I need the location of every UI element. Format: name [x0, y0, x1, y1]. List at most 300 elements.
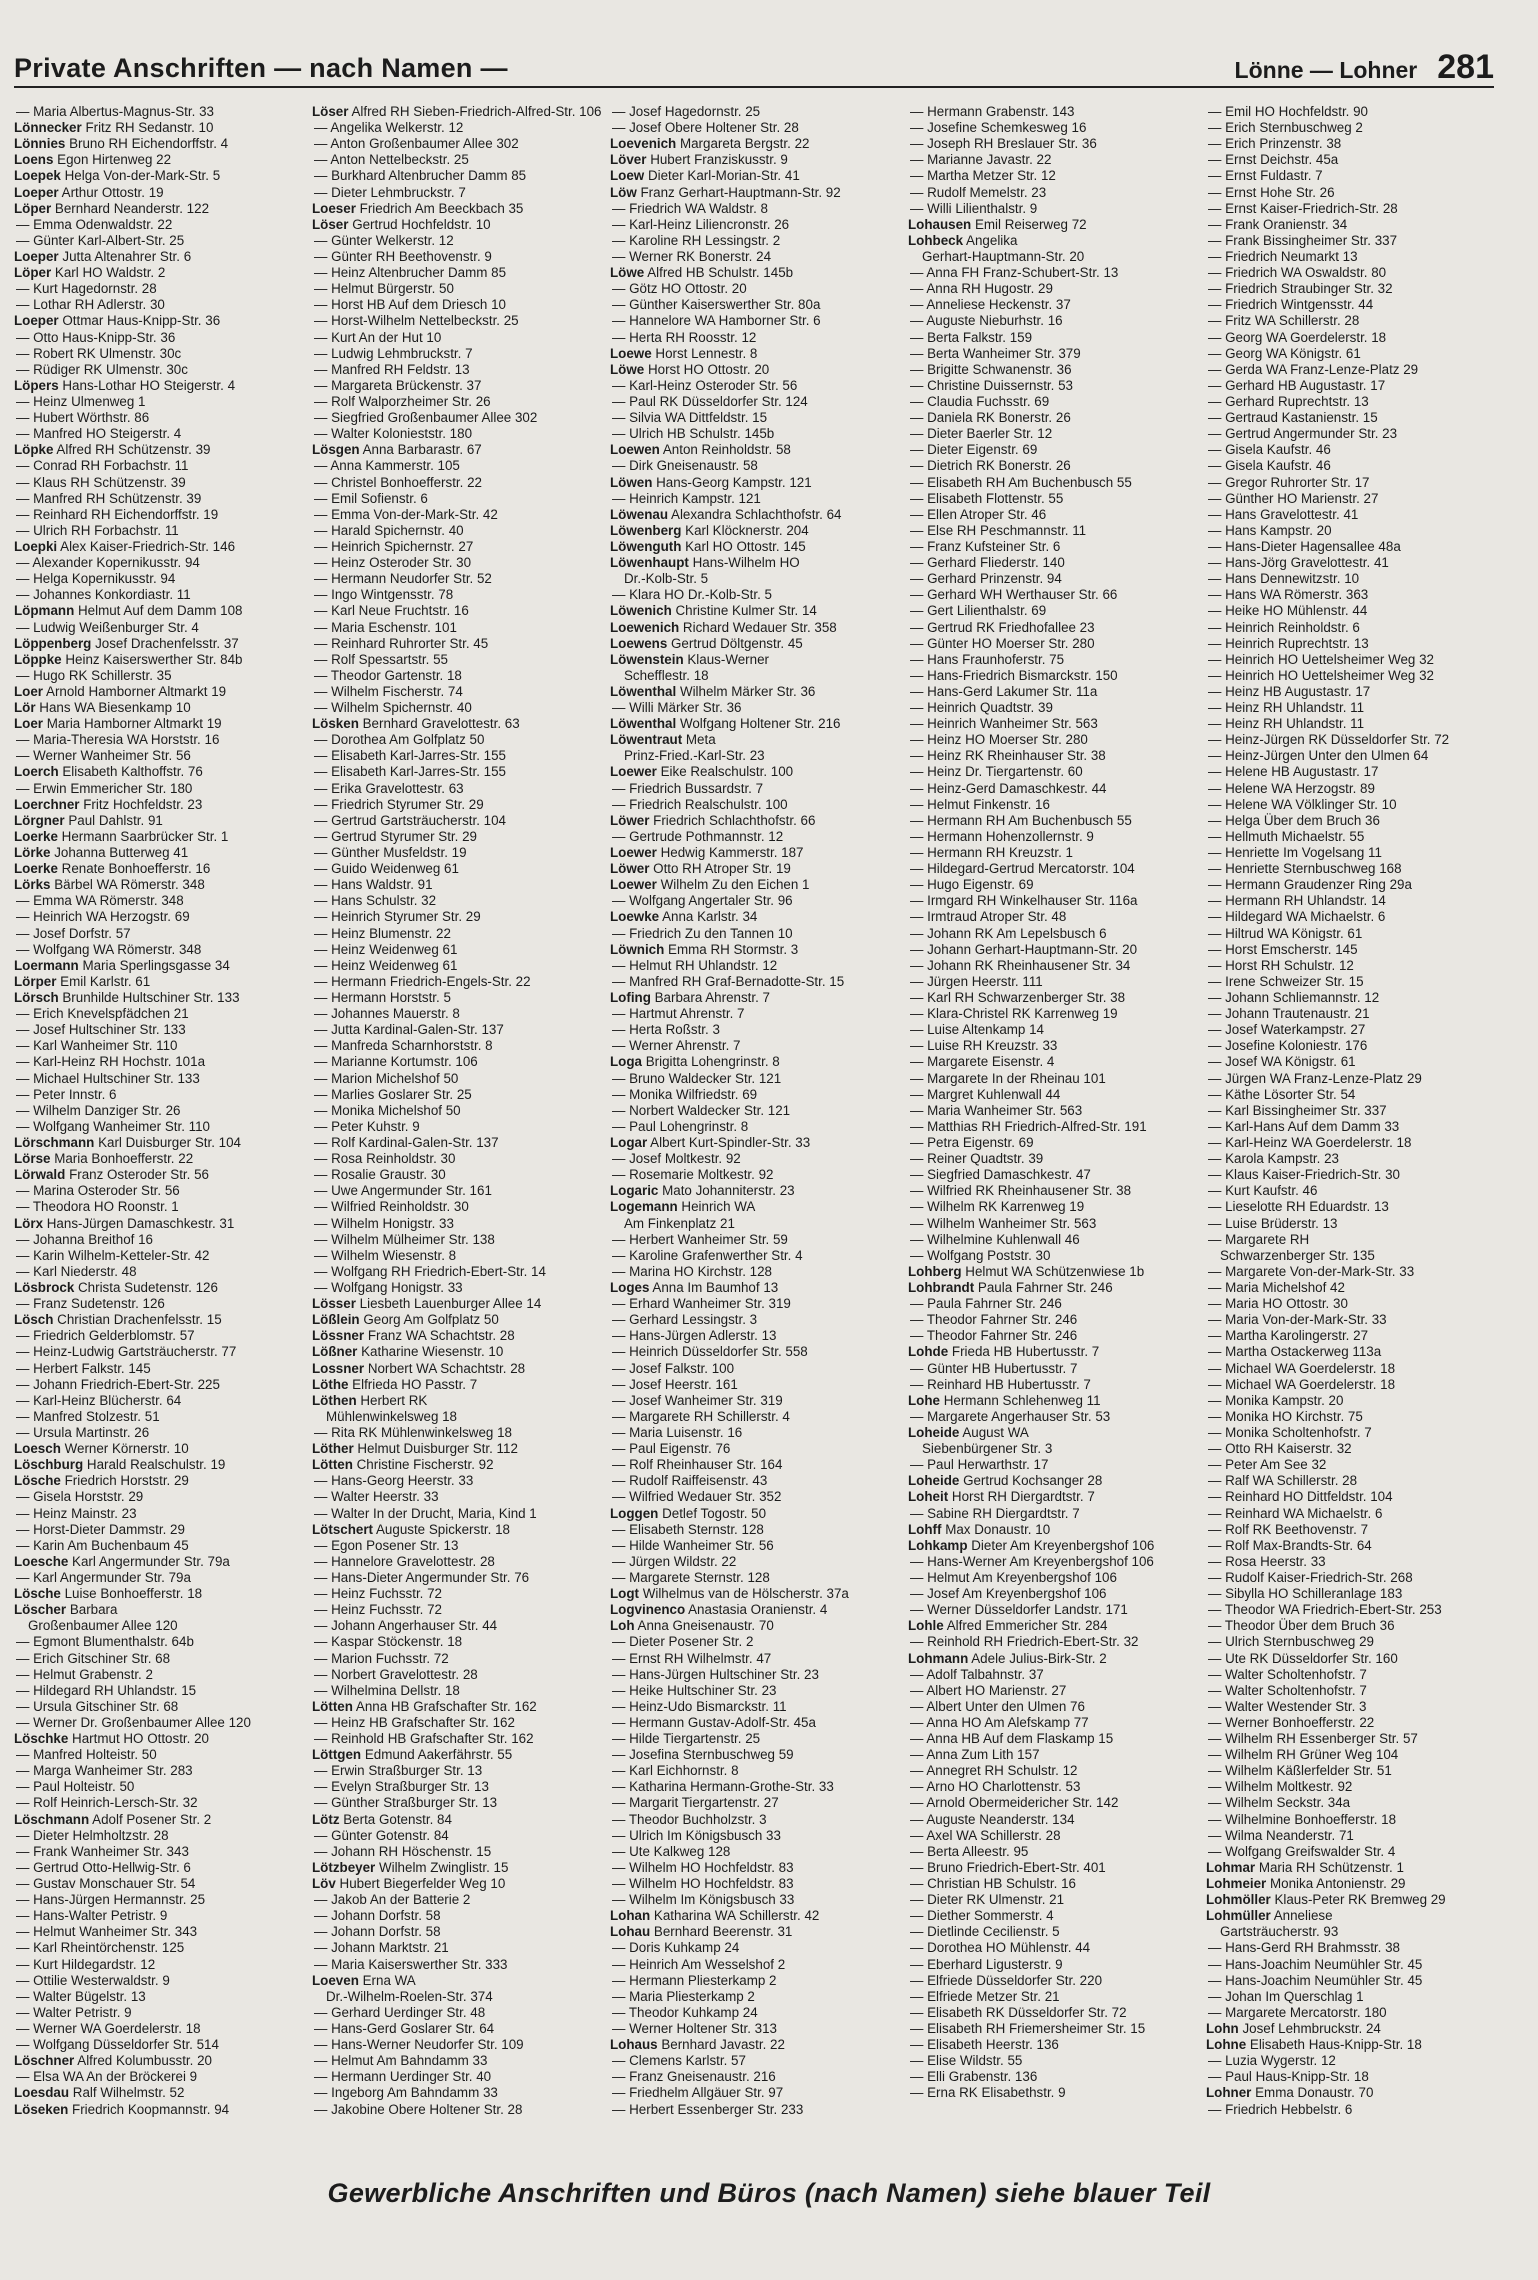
directory-entry: — Ursula Gitschiner Str. 68 [16, 1698, 179, 1714]
directory-entry: — Heinz Altenbrucher Damm 85 [314, 265, 507, 281]
directory-entry: — Peter Innstr. 6 [16, 1086, 117, 1102]
directory-entry: Lohausen Emil Reiserweg 72 [908, 216, 1087, 232]
directory-entry: — Wolfgang Angertaler Str. 96 [612, 893, 793, 909]
surname: Loeper [14, 248, 59, 264]
directory-entry: — Kurt An der Hut 10 [314, 329, 442, 345]
surname: Lörse [14, 1151, 51, 1167]
surname: Lohbrandt [908, 1279, 975, 1295]
directory-entry: — Heinz-Ludwig Gartsträucherstr. 77 [16, 1344, 237, 1360]
directory-entry: — Hermann RH Uhlandstr. 14 [1208, 893, 1386, 909]
directory-entry: Löscher Barbara [14, 1602, 118, 1618]
surname: Loermann [14, 957, 79, 973]
directory-entry: Lötschert Auguste Spickerstr. 18 [312, 1521, 510, 1537]
surname: Lörwald [14, 1167, 66, 1183]
directory-entry: — Josef Heerstr. 161 [612, 1376, 738, 1392]
directory-entry: Löper Karl HO Waldstr. 2 [14, 265, 166, 281]
directory-entry: — Elli Grabenstr. 136 [910, 2069, 1038, 2085]
directory-entry: — Franz Kufsteiner Str. 6 [910, 538, 1061, 554]
directory-entry: — Manfred RH Feldstr. 13 [314, 361, 470, 377]
directory-entry: — Helmut Am Kreyenbergshof 106 [910, 1569, 1117, 1585]
directory-entry: — Josef Hultschiner Str. 133 [16, 1022, 186, 1038]
surname: Lohle [908, 1618, 944, 1634]
directory-entry: — Hans Dennewitzstr. 10 [1208, 571, 1360, 587]
directory-entry: Lörsch Brunhilde Hultschiner Str. 133 [14, 990, 240, 1006]
surname: Loheit [908, 1489, 949, 1505]
directory-entry: Großenbaumer Allee 120 [28, 1618, 178, 1634]
directory-entry: Lörgner Paul Dahlstr. 91 [14, 812, 163, 828]
surname: Löthen [312, 1392, 357, 1408]
directory-entry: — Dirk Gneisenaustr. 58 [612, 458, 758, 474]
directory-entry: — Wolfgang WA Römerstr. 348 [16, 941, 202, 957]
directory-entry: — Hans-Gerd Goslarer Str. 64 [314, 2021, 495, 2037]
directory-entry: — Josef Obere Holtener Str. 28 [612, 120, 799, 136]
directory-entry: Löppke Heinz Kaiserswerther Str. 84b [14, 651, 243, 667]
directory-entry: — Günther Musfeldstr. 19 [314, 845, 467, 861]
directory-entry: — Hubert Wörthstr. 86 [16, 410, 150, 426]
address-columns [14, 104, 1504, 2152]
directory-entry: — Karl-Heinz RH Hochstr. 101a [16, 1054, 206, 1070]
directory-entry: — Reinhard HO Dittfeldstr. 104 [1208, 1489, 1393, 1505]
directory-entry: Lofing Barbara Ahrenstr. 7 [610, 990, 771, 1006]
surname: Löthe [312, 1376, 349, 1392]
directory-entry: — Joseph RH Breslauer Str. 36 [910, 136, 1097, 152]
directory-entry: — Arno HO Charlottenstr. 53 [910, 1779, 1081, 1795]
directory-entry: — Maria Eschenstr. 101 [314, 619, 457, 635]
surname: Lörper [14, 973, 57, 989]
directory-entry: — Marianne Javastr. 22 [910, 152, 1052, 168]
surname: Löwenich [610, 603, 672, 619]
directory-entry: — Margareta Brückenstr. 37 [314, 377, 482, 393]
directory-entry: Logemann Heinrich WA [610, 1199, 756, 1215]
directory-entry: — Gert Lilienthalstr. 69 [910, 603, 1047, 619]
surname: Lörsch [14, 990, 59, 1006]
directory-entry: — Ellen Atroper Str. 46 [910, 506, 1047, 522]
name-range: Lönne — Lohner [1234, 57, 1418, 83]
surname: Lötten [312, 1698, 353, 1714]
directory-entry: — Gerhard HB Augustastr. 17 [1208, 377, 1386, 393]
directory-entry: — Hermann RH Kreuzstr. 1 [910, 845, 1073, 861]
directory-entry: — Günther Straßburger Str. 13 [314, 1795, 498, 1811]
directory-entry: — Anna RH Hugostr. 29 [910, 281, 1053, 297]
directory-entry: — Hans-Jürgen Adlerstr. 13 [612, 1328, 777, 1344]
surname: Loeser [312, 200, 356, 216]
directory-entry: — Helmut RH Uhlandstr. 12 [612, 957, 778, 973]
directory-entry: — Manfreda Scharnhorststr. 8 [314, 1038, 493, 1054]
directory-entry: — Paul Herwarthstr. 17 [910, 1457, 1049, 1473]
directory-entry: — Egon Posener Str. 13 [314, 1537, 459, 1553]
surname: Loeper [14, 313, 59, 329]
directory-entry: — Elisabeth RH Friemersheimer Str. 15 [910, 2021, 1146, 2037]
directory-entry: Lohmar Maria RH Schützenstr. 1 [1206, 1859, 1404, 1875]
directory-entry: Löwenhaupt Hans-Wilhelm HO [610, 555, 800, 571]
directory-entry: — Ernst RH Wilhelmstr. 47 [612, 1650, 772, 1666]
directory-entry: — Wilma Neanderstr. 71 [1208, 1827, 1354, 1843]
directory-entry: — Johann Dorfstr. 58 [314, 1924, 441, 1940]
directory-entry: Loeper Ottmar Haus-Knipp-Str. 36 [14, 313, 221, 329]
directory-entry: — Johann Gerhart-Hauptmann-Str. 20 [910, 941, 1138, 957]
directory-entry: Siebenbürgener Str. 3 [922, 1441, 1053, 1457]
surname: Lohkamp [908, 1537, 968, 1553]
directory-entry: — Erich Sternbuschweg 2 [1208, 120, 1363, 136]
directory-entry: — Monika Michelshof 50 [314, 1102, 461, 1118]
directory-entry: Lösch Christian Drachenfelsstr. 15 [14, 1312, 222, 1328]
directory-entry: — Rudolf Memelstr. 23 [910, 184, 1047, 200]
directory-entry: — Klara-Christel RK Karrenweg 19 [910, 1006, 1118, 1022]
directory-entry: Lösser Liesbeth Lauenburger Allee 14 [312, 1296, 542, 1312]
directory-entry: — Reinhard Ruhrorter Str. 45 [314, 635, 489, 651]
directory-entry: — Gertrud Gartsträucherstr. 104 [314, 812, 507, 828]
directory-entry: — Heinrich Styrumer Str. 29 [314, 909, 481, 925]
directory-entry: Lohde Frieda HB Hubertusstr. 7 [908, 1344, 1100, 1360]
surname: Logvinenco [610, 1602, 686, 1618]
directory-entry: — Evelyn Straßburger Str. 13 [314, 1779, 489, 1795]
surname: Löschner [14, 2053, 75, 2069]
directory-entry: — Theodor Kuhkamp 24 [612, 2004, 758, 2020]
directory-entry: — Michael Hultschiner Str. 133 [16, 1070, 200, 1086]
directory-entry: Loens Egon Hirtenweg 22 [14, 152, 172, 168]
directory-entry: — Dieter RK Ulmenstr. 21 [910, 1892, 1065, 1908]
directory-entry: — Karin Wilhelm-Ketteler-Str. 42 [16, 1247, 210, 1263]
directory-entry: — Marianne Kortumstr. 106 [314, 1054, 478, 1070]
surname: Loerchner [14, 796, 80, 812]
directory-entry: — Anna FH Franz-Schubert-Str. 13 [910, 265, 1119, 281]
directory-entry: Loesche Karl Angermunder Str. 79a [14, 1553, 230, 1569]
directory-entry: Mühlenwinkelsweg 18 [326, 1408, 458, 1424]
directory-entry: — Claudia Fuchsstr. 69 [910, 393, 1050, 409]
directory-entry: — Elfriede Metzer Str. 21 [910, 1988, 1060, 2004]
directory-entry: — Johan Im Querschlag 1 [1208, 1988, 1364, 2004]
surname: Loewer [610, 877, 657, 893]
directory-entry: — Karl Eichhornstr. 8 [612, 1763, 739, 1779]
column-5 [1206, 104, 1504, 2152]
directory-entry: — Matthias RH Friedrich-Alfred-Str. 191 [910, 1118, 1147, 1134]
directory-entry: — Manfred Stolzestr. 51 [16, 1408, 160, 1424]
directory-entry: Löver Hubert Franziskusstr. 9 [610, 152, 788, 168]
directory-entry: — Herbert Wanheimer Str. 59 [612, 1231, 788, 1247]
directory-entry: — Friedrich Zu den Tannen 10 [612, 925, 793, 941]
directory-entry: Loermann Maria Sperlingsgasse 34 [14, 957, 230, 973]
directory-entry: — Herbert Essenberger Str. 233 [612, 2101, 804, 2117]
directory-entry: — Dieter Eigenstr. 69 [910, 442, 1038, 458]
surname: Loeven [312, 1972, 359, 1988]
directory-entry: Löwe Alfred HB Schulstr. 145b [610, 265, 794, 281]
directory-entry: — Elfriede Düsseldorfer Str. 220 [910, 1972, 1103, 1988]
directory-entry: — Werner Dr. Großenbaumer Allee 120 [16, 1714, 251, 1730]
directory-entry: — Wolfgang Greifswalder Str. 4 [1208, 1843, 1396, 1859]
directory-entry: — Eberhard Ligusterstr. 9 [910, 1956, 1063, 1972]
directory-entry: — Gerhard Lessingstr. 3 [612, 1312, 758, 1328]
directory-entry: — Günter HB Hubertusstr. 7 [910, 1360, 1078, 1376]
directory-entry: — Heinrich Reinholdstr. 6 [1208, 619, 1360, 635]
directory-entry: — Wilhelm RH Essenberger Str. 57 [1208, 1731, 1418, 1747]
directory-entry: Löpke Alfred RH Schützenstr. 39 [14, 442, 211, 458]
directory-entry: Lohner Emma Donaustr. 70 [1206, 2085, 1374, 2101]
directory-entry: — Jürgen Heerstr. 111 [910, 973, 1043, 989]
directory-entry: Löwenich Christine Kulmer Str. 14 [610, 603, 817, 619]
directory-entry: — Johann Angerhauser Str. 44 [314, 1618, 498, 1634]
directory-entry: — Hans-Jürgen Hultschiner Str. 23 [612, 1666, 819, 1682]
surname: Loew [610, 168, 645, 184]
directory-entry: — Norbert Gravelottestr. 28 [314, 1666, 478, 1682]
directory-entry: — Helmut Am Bahndamm 33 [314, 2053, 488, 2069]
directory-entry: Loheide August WA [908, 1424, 1029, 1440]
directory-entry: — Gisela Horststr. 29 [16, 1489, 144, 1505]
directory-entry: — Wilhelmine Kuhlenwall 46 [910, 1231, 1080, 1247]
directory-entry: — Heinz RK Rheinhauser Str. 38 [910, 748, 1106, 764]
directory-entry: — Dieter Helmholtzstr. 28 [16, 1827, 169, 1843]
directory-entry: — Margarete RH [1208, 1231, 1310, 1247]
directory-entry: — Klaus RH Schützenstr. 39 [16, 474, 186, 490]
surname: Loevenich [610, 136, 677, 152]
directory-entry: — Wilhelm Danziger Str. 26 [16, 1102, 181, 1118]
directory-entry: — Dieter Baerler Str. 12 [910, 426, 1053, 442]
directory-entry: — Brigitte Schwanenstr. 36 [910, 361, 1072, 377]
directory-entry: — Erich Gitschiner Str. 68 [16, 1650, 171, 1666]
directory-entry: — Johann RK Am Lepelsbusch 6 [910, 925, 1107, 941]
surname: Lösken [312, 716, 359, 732]
surname: Löther [312, 1441, 354, 1457]
surname: Löwentraut [610, 732, 683, 748]
directory-entry: — Karl-Heinz Osteroder Str. 56 [612, 377, 798, 393]
directory-entry: — Ernst Kaiser-Friedrich-Str. 28 [1208, 200, 1398, 216]
directory-entry: Löwe Horst HO Ottostr. 20 [610, 361, 770, 377]
directory-entry: — Hans-Georg Heerstr. 33 [314, 1473, 474, 1489]
directory-entry: — Reinhard WA Michaelstr. 6 [1208, 1505, 1383, 1521]
directory-entry: — Friedhelm Allgäuer Str. 97 [612, 2085, 784, 2101]
directory-entry: — Josef Hagedornstr. 25 [612, 104, 761, 119]
directory-entry: — Johann Marktstr. 21 [314, 1940, 449, 1956]
directory-entry: — Günter Welkerstr. 12 [314, 232, 454, 248]
directory-entry: — Helmut Bürgerstr. 50 [314, 281, 454, 297]
surname: Loesch [14, 1441, 61, 1457]
directory-entry: Löschburg Harald Realschulstr. 19 [14, 1457, 226, 1473]
directory-entry: — Margarete Eisenstr. 4 [910, 1054, 1055, 1070]
directory-entry: — Doris Kuhkamp 24 [612, 1940, 740, 1956]
directory-entry: — Horst HB Auf dem Driesch 10 [314, 297, 506, 313]
directory-entry: — Egmont Blumenthalstr. 64b [16, 1634, 194, 1650]
directory-entry: — Paul RK Düsseldorfer Str. 124 [612, 393, 808, 409]
directory-entry: — Theodora HO Roonstr. 1 [16, 1199, 179, 1215]
directory-entry: Löser Alfred RH Sieben-Friedrich-Alfred-Str. 106 [312, 104, 602, 119]
directory-entry: — Johann RK Rheinhausener Str. 34 [910, 957, 1131, 973]
directory-entry: — Uwe Angermunder Str. 161 [314, 1183, 492, 1199]
directory-entry: Loewen Anton Reinholdstr. 58 [610, 442, 791, 458]
surname: Löwnich [610, 941, 665, 957]
directory-entry: — Wilhelm Spichernstr. 40 [314, 700, 472, 716]
directory-entry: Lötzbeyer Wilhelm Zwinglistr. 15 [312, 1859, 509, 1875]
directory-entry: — Jürgen Wildstr. 22 [612, 1553, 737, 1569]
directory-entry: — Berta Alleestr. 95 [910, 1843, 1029, 1859]
surname: Lohne [1206, 2037, 1247, 2053]
directory-entry: — Henriette Im Vogelsang 11 [1208, 845, 1382, 861]
surname: Loheide [908, 1424, 960, 1440]
directory-entry: — Willi Märker Str. 36 [612, 700, 742, 716]
directory-entry: Lohne Elisabeth Haus-Knipp-Str. 18 [1206, 2037, 1422, 2053]
directory-entry: — Erich Knevelspfädchen 21 [16, 1006, 189, 1022]
surname: Logemann [610, 1199, 678, 1215]
directory-entry: — Gisela Kaufstr. 46 [1208, 458, 1331, 474]
directory-entry: — Hildegard-Gertrud Mercatorstr. 104 [910, 861, 1135, 877]
directory-entry: — Ludwig Lehmbruckstr. 7 [314, 345, 473, 361]
directory-entry: — Elsa WA An der Bröckerei 9 [16, 2069, 198, 2085]
directory-entry: — Rolf RK Beethovenstr. 7 [1208, 1521, 1369, 1537]
directory-entry: — Hiltrud WA Königstr. 61 [1208, 925, 1363, 941]
directory-entry: — Günther Kaiserswerther Str. 80a [612, 297, 821, 313]
directory-entry: — Anna HB Auf dem Flaskamp 15 [910, 1731, 1114, 1747]
directory-entry: Löwentraut Meta [610, 732, 716, 748]
directory-entry: Am Finkenplatz 21 [624, 1215, 735, 1231]
directory-entry: — Erich Prinzenstr. 38 [1208, 136, 1342, 152]
directory-entry: — Emma WA Römerstr. 348 [16, 893, 184, 909]
directory-entry: Dr.-Kolb-Str. 5 [624, 571, 709, 587]
directory-entry: — Wilhelm Honigstr. 33 [314, 1215, 454, 1231]
directory-entry: Löttgen Edmund Aakerfährstr. 55 [312, 1747, 513, 1763]
directory-entry: — Maria Luisenstr. 16 [612, 1424, 743, 1440]
directory-entry: — Rudolf Kaiser-Friedrich-Str. 268 [1208, 1569, 1413, 1585]
directory-entry: Lohn Josef Lehmbruckstr. 24 [1206, 2021, 1381, 2037]
surname: Lör [14, 700, 36, 716]
directory-entry: — Irmtraud Atroper Str. 48 [910, 909, 1067, 925]
directory-entry: — Jakobine Obere Holtener Str. 28 [314, 2101, 523, 2117]
directory-entry: — Walter Petristr. 9 [16, 2004, 132, 2020]
directory-entry: — Margarete Mercatorstr. 180 [1208, 2004, 1387, 2020]
directory-entry: — Hellmuth Michaelstr. 55 [1208, 828, 1365, 844]
directory-entry: — Frank Wanheimer Str. 343 [16, 1843, 189, 1859]
directory-entry: Löwenthal Wolfgang Holtener Str. 216 [610, 716, 841, 732]
directory-entry: — Willi Lilienthalstr. 9 [910, 200, 1038, 216]
directory-entry: — Elisabeth RK Düsseldorfer Str. 72 [910, 2004, 1127, 2020]
directory-entry: Loerke Hermann Saarbrücker Str. 1 [14, 828, 229, 844]
surname: Loer [14, 683, 44, 699]
directory-entry: Löpmann Helmut Auf dem Damm 108 [14, 603, 243, 619]
surname: Loewer [610, 764, 657, 780]
directory-entry: — Johann Friedrich-Ebert-Str. 225 [16, 1376, 220, 1392]
directory-entry: — Heinz RH Uhlandstr. 11 [1208, 700, 1365, 716]
directory-entry: — Helmut Finkenstr. 16 [910, 796, 1050, 812]
surname: Loeper [14, 184, 59, 200]
directory-entry: — Wilhelm Moltkestr. 92 [1208, 1779, 1353, 1795]
directory-entry: — Sabine RH Diergardtstr. 7 [910, 1505, 1080, 1521]
directory-entry: — Maria-Theresia WA Horststr. 16 [16, 732, 220, 748]
directory-entry: — Dietlinde Cecilienstr. 5 [910, 1924, 1060, 1940]
directory-entry: Gartsträucherstr. 93 [1220, 1924, 1339, 1940]
surname: Lohberg [908, 1263, 962, 1279]
directory-entry: Löther Helmut Duisburger Str. 112 [312, 1441, 518, 1457]
directory-entry: — Marlies Goslarer Str. 25 [314, 1086, 472, 1102]
directory-entry: — Marina Osteroder Str. 56 [16, 1183, 180, 1199]
directory-entry: — Harald Spichernstr. 40 [314, 522, 464, 538]
directory-entry: — Gertrude Pothmannstr. 12 [612, 828, 784, 844]
directory-entry: — Josef Moltkestr. 92 [612, 1151, 741, 1167]
directory-entry: — Heinz Blumenstr. 22 [314, 925, 451, 941]
directory-entry: Löthe Elfrieda HO Passtr. 7 [312, 1376, 478, 1392]
directory-entry: — Reinhold HB Grafschafter Str. 162 [314, 1731, 534, 1747]
directory-entry: Loga Brigitta Lohengrinstr. 8 [610, 1054, 780, 1070]
surname: Löttgen [312, 1747, 362, 1763]
directory-entry: — Robert RK Ulmenstr. 30c [16, 345, 182, 361]
directory-entry: Löppenberg Josef Drachenfelsstr. 37 [14, 635, 239, 651]
directory-entry: Loeper Arthur Ottostr. 19 [14, 184, 164, 200]
directory-entry: — Hermann Hohenzollernstr. 9 [910, 828, 1094, 844]
directory-entry: — Anton Nettelbeckstr. 25 [314, 152, 469, 168]
directory-entry: — Petra Eigenstr. 69 [910, 1135, 1034, 1150]
directory-entry: — Anna Zum Lith 157 [910, 1747, 1040, 1763]
directory-entry: — Karl Niederstr. 48 [16, 1263, 137, 1279]
directory-entry: Löschmann Adolf Posener Str. 2 [14, 1811, 212, 1827]
directory-entry: — Hans-Gerd Lakumer Str. 11a [910, 683, 1098, 699]
directory-entry: — Heinz HB Grafschafter Str. 162 [314, 1714, 515, 1730]
surname: Loh [610, 1618, 635, 1634]
directory-entry: — Gerhard Prinzenstr. 94 [910, 571, 1062, 587]
directory-entry: — Johann Trautenaustr. 21 [1208, 1006, 1370, 1022]
directory-entry: — Maria Michelshof 42 [1208, 1279, 1345, 1295]
surname: Lohmüller [1206, 1908, 1271, 1924]
directory-entry: Loepek Helga Von-der-Mark-Str. 5 [14, 168, 221, 184]
surname: Löwenau [610, 506, 669, 522]
directory-entry: — Johanna Breithof 16 [16, 1231, 153, 1247]
directory-entry: — Gertraud Kastanienstr. 15 [1208, 410, 1378, 426]
directory-entry: — Wilhelm HO Hochfeldstr. 83 [612, 1859, 794, 1875]
directory-entry: — Auguste Neanderstr. 134 [910, 1811, 1075, 1827]
directory-entry: — Johann Dorfstr. 58 [314, 1908, 441, 1924]
surname: Loerch [14, 764, 59, 780]
surname: Lörks [14, 877, 51, 893]
directory-entry: — Arnold Obermeidericher Str. 142 [910, 1795, 1119, 1811]
directory-entry: Lößlein Georg Am Golfplatz 50 [312, 1312, 499, 1328]
directory-entry: — Ute RK Düsseldorfer Str. 160 [1208, 1650, 1398, 1666]
directory-entry: — Wilhelm HO Hochfeldstr. 83 [612, 1876, 794, 1892]
directory-entry: — Heinz-Gerd Damaschkestr. 44 [910, 780, 1107, 796]
directory-entry: Loeper Jutta Altenahrer Str. 6 [14, 248, 192, 264]
directory-entry: — Josefine Schemkesweg 16 [910, 120, 1087, 136]
page-number: 281 [1437, 48, 1494, 86]
directory-entry: — Ludwig Weißenburger Str. 4 [16, 619, 199, 635]
directory-entry: — Georg WA Goerdelerstr. 18 [1208, 329, 1387, 345]
directory-entry: — Hans-Joachim Neumühler Str. 45 [1208, 1972, 1423, 1988]
surname: Lohmöller [1206, 1892, 1271, 1908]
surname: Logar [610, 1135, 648, 1150]
directory-entry: — Helga Kopernikusstr. 94 [16, 571, 176, 587]
directory-entry: Dr.-Wilhelm-Roelen-Str. 374 [326, 1988, 493, 2004]
directory-entry: — Werner Wanheimer Str. 56 [16, 748, 191, 764]
directory-entry: — Rolf Heinrich-Lersch-Str. 32 [16, 1795, 198, 1811]
directory-entry: — Frank Bissingheimer Str. 337 [1208, 232, 1398, 248]
surname: Loewer [610, 845, 657, 861]
directory-entry: Lohle Alfred Emmericher Str. 284 [908, 1618, 1108, 1634]
directory-entry: — Ulrich HB Schulstr. 145b [612, 426, 775, 442]
surname: Löwenhaupt [610, 555, 689, 571]
directory-entry: Lohau Bernhard Beerenstr. 31 [610, 1924, 793, 1940]
directory-entry: — Wilhelm Käßlerfelder Str. 51 [1208, 1763, 1392, 1779]
directory-entry: — Maria HO Ottostr. 30 [1208, 1296, 1348, 1312]
directory-entry: — Wilfried Wedauer Str. 352 [612, 1489, 782, 1505]
directory-entry: — Manfred RH Graf-Bernadotte-Str. 15 [612, 973, 845, 989]
directory-entry: — Rolf Max-Brandts-Str. 64 [1208, 1537, 1372, 1553]
surname: Lörke [14, 845, 51, 861]
directory-entry: — Gertrud RK Friedhofallee 23 [910, 619, 1095, 635]
directory-entry: — Katharina Hermann-Grothe-Str. 33 [612, 1779, 834, 1795]
directory-entry: — Anna Kammerstr. 105 [314, 458, 460, 474]
directory-entry: — Hannelore WA Hamborner Str. 6 [612, 313, 821, 329]
directory-entry: — Helene WA Völklinger Str. 10 [1208, 796, 1397, 812]
directory-entry: — Marion Fuchsstr. 72 [314, 1650, 449, 1666]
directory-entry: — Werner WA Goerdelerstr. 18 [16, 2021, 201, 2037]
directory-entry: — Reiner Quadtstr. 39 [910, 1151, 1044, 1167]
directory-entry: Löwnich Emma RH Stormstr. 3 [610, 941, 799, 957]
directory-entry: — Günter Karl-Albert-Str. 25 [16, 232, 185, 248]
directory-entry: — Josef Dorfstr. 57 [16, 925, 131, 941]
directory-entry: — Horst-Wilhelm Nettelbeckstr. 25 [314, 313, 519, 329]
